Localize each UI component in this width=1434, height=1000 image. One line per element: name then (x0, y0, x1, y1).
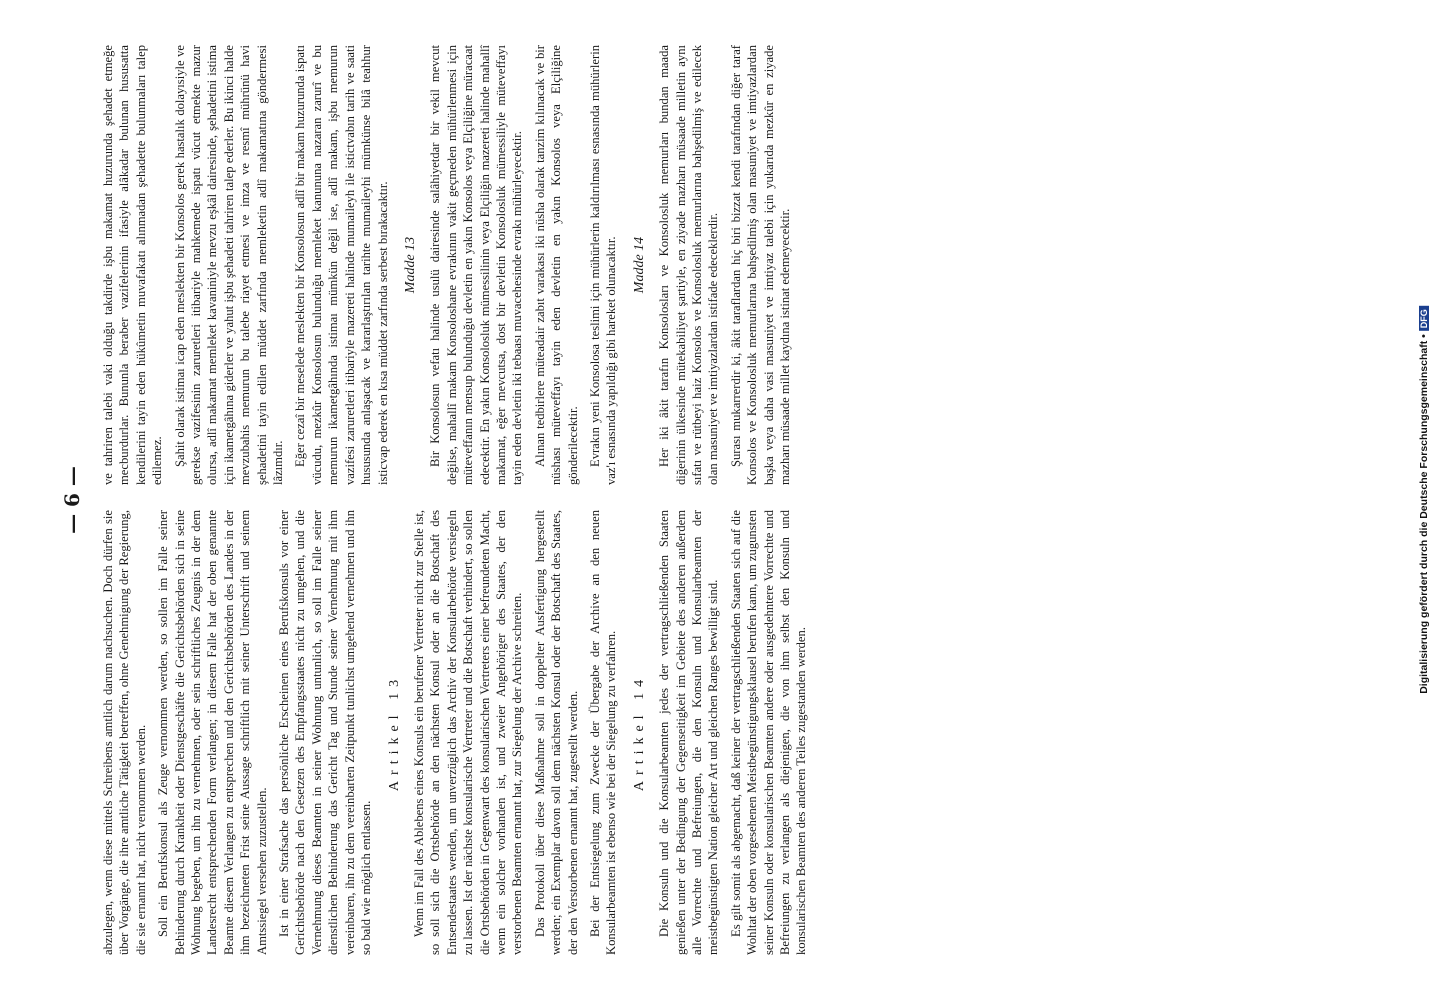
german-paragraph-criminal: Ist in einer Strafsache das persönliche Erscheinen eines Berufskonsuls vor einer Gerichtsbehörde nach den Gesetzen des Empfangsstaates nicht zu umgehen, und die Vernehmung dieses Beamten in seiner Wohnung untunlich, so soll im Falle seiner dienstlichen Behinderung das Gericht Tag und Stunde seiner Vernehmung mit ihm vereinbaren, ihn zu dem vereinbarten Zeitpunkt tunlichst umgehend vernehmen und ihn so bald wie möglich entlassen. (277, 510, 374, 955)
german-article-13-paragraph-2: Das Protokoll über diese Maßnahme soll in doppelter Ausfertigung hergestellt werden; ein Exemplar davon soll dem nächsten Konsul oder der Botschaft des Staates, der den Verstorbenen ernannt hat, zugestellt werden. (532, 510, 580, 955)
dfg-logo: DFG (1419, 306, 1429, 331)
turkish-madde-14-heading: Madde 14 (631, 236, 647, 294)
german-article-14-paragraph-1: Die Konsuln und die Konsularbeamten jedes der vertragschließenden Staaten genießen unter der Bedingung der Gegenseitigkeit im Gebiete des anderen außerdem alle Vorrechte und Befreiungen, die den Konsuln und Konsularbeamten der meistbegünstigten Nation gleicher Art und gleichen Ranges bewilligt sind. (657, 510, 721, 955)
german-paragraph-witness: Soll ein Berufskonsul als Zeuge vernommen werden, so sollen im Falle seiner Behinderung durch Krankheit oder Dienstgeschäfte die Gerichtsbehörden sich in seine Wohnung begeben, um ihn zu vernehmen, oder sein schriftliches Zeugnis in der dem Landesrecht entsprechenden Form verlangen; in diesem Falle hat der oben genannte Beamte diesem Verlangen zu entsprechen und den Gerichtsbehörden des Landes in der ihm bezeichneten Frist seine Aussage schriftlich mit seiner Unterschrift und seinem Amtssiegel versehen zuzustellen. (156, 510, 269, 955)
german-article-13-heading: Artikel 13 (386, 673, 402, 792)
turkish-madde-13-heading: Madde 13 (402, 236, 418, 294)
turkish-madde-13-paragraph-3: Evrakın yeni Konsolosa teslimi için mühürlerin kaldırılması esnasında mühürlerin vaz'ı esnasında yapıldığı gibi hareket olunacaktır. (587, 45, 619, 485)
digitization-credit (1418, 306, 1430, 694)
scanned-page (60, 45, 1320, 955)
page-number: — 6 — (60, 466, 84, 534)
german-article-14-paragraph-2: Es gilt somit als abgemacht, daß keiner der vertragschließenden Staaten sich auf die Wohltat der oben vorgesehenen Meistbegünstigungsklausel berufen kann, um zugunsten seiner Konsuln oder konsularischen Beamten andere oder ausgedehntere Vorrechte und Befreiungen zu verlangen als diejenigen, die von ihm selbst den Konsuln und konsularischen Beamten des anderen Teiles zugestanden werden. (728, 510, 809, 955)
turkish-paragraph-witness: Şahit olarak istimaı icap eden meslekten bir Konsolos gerek hastalık dolayısiyle ve gerekse vazifesinin zaruretleri itibariyle mahkemede ispatı vücut etmekte mazur olursa, adlî makamat memleket kavaniniyle mevzu eşkâl dairesinde, şehadetini istima için ikametgâhına giderler ve yahut işbu şehadeti tahriren talep ederler. Bu ikinci halde mevzubahis memurun bu talebe riayet etmesi ve imza ve resmî mührünü havi şehadetini tayin edilen müddet zarfında memleketin adlî makamatına göndermesi lâzımdır. (172, 45, 286, 485)
turkish-madde-13-paragraph-1: Bir Konsolosun vefatı halinde usulü dairesinde salâhiyetdar bir vekil mevcut değilse, mahallî makam Konsoloshane evrakının vakit geçmeden mühürlenmesi için müteveffanın mensup bulunduğu devletin en yakın Konsolos veya Elçiliğine müracaat edecektir. En yakın Konsolosluk mümessilinin veya Elçiliğin mazereti halinde mahallî makamat, eğer mevcutsa, dost bir devletin Konsolosluk mümessiliyle müteveffayı tayin eden devletin iki tebaası muvacehesinde evrakı mühürleyecektir. (428, 45, 525, 485)
credit-text: Digitalisierung gefördert durch die Deutsche Forschungsgemeinschaft • (1418, 334, 1430, 694)
german-article-13-paragraph-3: Bei der Entsiegelung zum Zwecke der Übergabe der Archive an den neuen Konsularbeamten ist ebenso wie bei der Siegelung zu verfahren. (587, 510, 619, 955)
turkish-madde-14-paragraph-2: Şurası mukarrerdir ki, âkit taraflardan hiç biri bizzat kendi tarafından diğer taraf Konsolos ve Konsolosluk memurlarına bahşedilmiş olan masuniyet ve imtiyazlardan başka veya daha vasi masuniyet ve imtiyaz talebi için yukarıda mezkûr en ziyade mazharı müsaade millet kaydına istinat edemeyecektir. (728, 45, 793, 485)
german-intro-paragraph: abzulegen, wenn diese mittels Schreibens amtlich darum nachsuchen. Doch dürfen sie über Vorgänge, die ihre amtliche Tätigkeit betreffen, ohne Genehmigung der Regierung, die sie ernannt hat, nicht vernommen werden. (101, 510, 148, 955)
turkish-intro-paragraph: ve tahriren talebi vaki olduğu takdirde işbu makamat huzurunda şehadet etmeğe mecburdurlar. Bununla beraber vazifelerinin ifasiyle alâkadar bulunan hususatta kendilerini tayin eden hükûmetin muvafakatı alınmadan şehadette bulunmaları talep edilemez. (101, 45, 165, 485)
german-column (100, 510, 816, 955)
turkish-column (100, 45, 799, 485)
turkish-madde-13-paragraph-2: Alınan tedbirlere müteadair zabıt varakası iki nüsha olarak tanzim kılınacak ve bir nüshası müteveffayı tayin eden devletin en yakın Konsolos veya Elçiliğine gönderilecektir. (532, 45, 580, 485)
turkish-paragraph-criminal: Eğer cezaî bir meselede meslekten bir Konsolosun adlî bir makam huzurunda ispatı vücudu, mezkûr Konsolosun bulunduğu memleket kanununa nazaran zarurî ve bu memurun ikametgâhında istimaı mümkün değil ise, adlî makam, işbu memurun vazifesi zaruretleri itibariyle mazereti halinde mumaileyh ile istictvabın tarih ve saati hususunda anlaşacak ve kararlaştırılan tarihte mumaileyhi mümkünse bilâ teahhur isticvap ederek en kısa müddet zarfında serbest bırakacaktır. (293, 45, 390, 485)
turkish-madde-14-paragraph-1: Her iki âkit tarafın Konsolosları ve Konsolosluk memurları bundan maada diğerinin ülkesinde mütekabiliyet şartiyle, en ziyade mazharı müsaade milletin aynı sıfatı ve rütbeyi haiz Konsolos ve Konsolosluk memurlarına bahşedilmiş ve edilecek olan masuniyet ve imtiyazlardan istifade edeceklerdir. (657, 45, 721, 485)
german-article-14-heading: Artikel 14 (631, 673, 647, 792)
german-article-13-paragraph-1: Wenn im Fall des Ablebens eines Konsuls ein berufener Vertreter nicht zur Stelle ist, so soll sich die Ortsbehörde an den nächsten Konsul oder an die Botschaft des Entsendestaates wenden, um unverzüglich das Archiv der Konsularbehörde versiegeln zu lassen. Ist der nächste konsularische Vertreter und die Botschaft verhindert, so sollen die Ortsbehörden in Gegenwart des konsularischen Vertreters einer befreundeten Macht, wenn ein solcher vorhanden ist, und zweier Angehöriger des Staates, der den verstorbenen Beamten ernannt hat, zur Siegelung der Archive schreiten. (411, 510, 525, 955)
